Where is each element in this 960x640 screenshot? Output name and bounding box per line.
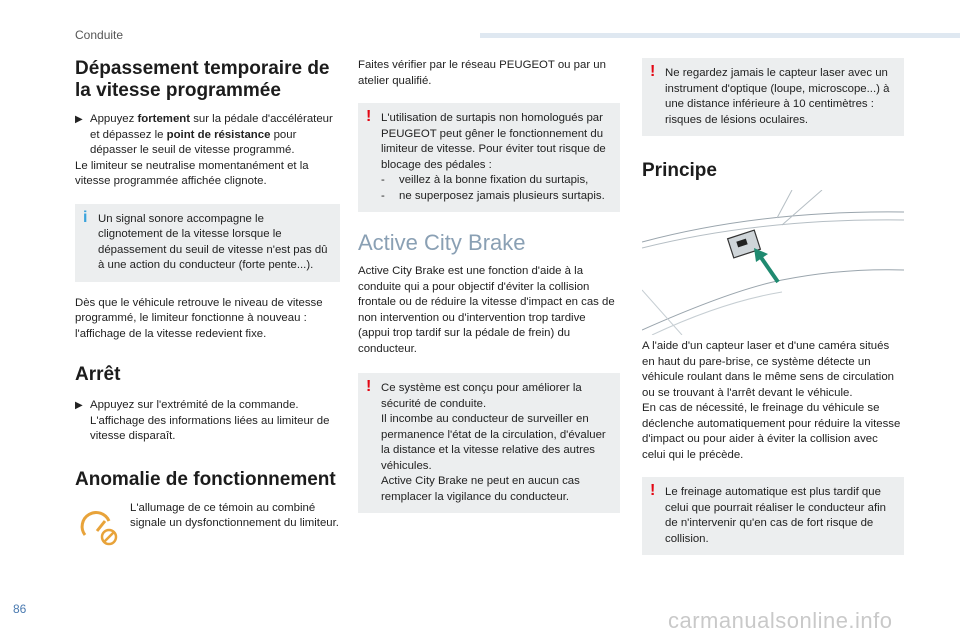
paragraph-active-city-brake: Active City Brake est une fonction d'aide à la conduite qui a pour objectif d'éviter la collision frontale ou de réduire la vitesse d'impact en cas de non intervention ou d'intervention trop tardive (appui trop tardif sur la pédale de frein) du conducteur. [358, 265, 615, 355]
section-header: Conduite [75, 28, 124, 42]
warning-text: Ne regardez jamais le capteur laser avec un instrument d'optique (loupe, microscope...) à une distance inférieure à 10 centimètres : risques de lésions oculaires. [665, 67, 890, 126]
bullet-text: Appuyez [90, 113, 138, 125]
info-text: Un signal sonore accompagne le clignotement de la vitesse lorsque le dépassement du seuil de vitesse n'est pas dû à une action du conducteur (forte pente...). [98, 212, 328, 271]
column-3 [642, 58, 904, 555]
warning-text: Le freinage automatique est plus tardif que celui que pourrait réaliser le conducteur afin de n'intervenir qu'en cas de fort risque de collision. [665, 486, 886, 545]
section-title-principe: Principe [642, 160, 717, 181]
anomalie-row [75, 501, 340, 553]
list-item-text: veillez à la bonne fixation du surtapis, [399, 174, 589, 186]
warning-box-laser [642, 58, 904, 136]
warning-box-surtapis [358, 103, 620, 212]
bullet-depassement [75, 112, 340, 159]
paragraph-principe-2: En cas de nécessité, le freinage du véhicule se déclenche automatiquement pour réduire la vitesse d'impact ou pour aider à éviter la collision avec celui qui le précède. [642, 402, 901, 461]
info-box [75, 204, 340, 282]
warning-text: Ce système est conçu pour améliorer la sécurité de conduite. [381, 382, 582, 410]
header-bar [480, 33, 960, 38]
bullet-arret [75, 398, 340, 445]
bullet-text: pour dépasser le seuil de vitesse programmé. [90, 128, 297, 156]
paragraph-principe-1: A l'aide d'un capteur laser et d'une caméra situés en haut du pare-brise, ce système détecte un véhicule roulant dans le même sens de circulation ou se trouvant à l'arrêt devant le véhicule. [642, 340, 894, 399]
warning-icon: ! [650, 63, 656, 80]
paragraph-retour: Dès que le véhicule retrouve le niveau de vitesse programmé, le limiteur fonctionne à nouveau : l'affichage de la vitesse redevient fixe. [75, 296, 323, 340]
paragraph-neutralise: Le limiteur se neutralise momentanément et la vitesse programmée affichée clignote. [75, 159, 309, 187]
bullet-marker-icon: ▶ [75, 400, 83, 411]
section-title-arret: Arrêt [75, 364, 121, 385]
list-item-text: ne superposez jamais plusieurs surtapis. [399, 189, 605, 202]
bullet-bold: point de résistance [166, 128, 271, 141]
bullet-marker-icon: ▶ [75, 114, 83, 125]
page-number: 86 [13, 602, 27, 616]
warning-box-systeme [358, 373, 620, 513]
section-title-active-city-brake: Active City Brake [358, 230, 526, 255]
warning-icon: ! [366, 108, 372, 125]
speed-limiter-warning-icon [79, 507, 119, 547]
warning-icon: ! [650, 482, 656, 499]
warning-box-freinage [642, 477, 904, 555]
bullet-text: Appuyez sur l'extrémité de la commande. L'affichage des informations liées au limiteur de vitesse disparaît. [90, 399, 330, 442]
warning-icon: ! [366, 378, 372, 395]
windshield-sensor-illustration [642, 190, 904, 335]
column-1 [75, 58, 340, 553]
watermark: carmanualsonline.info [668, 608, 893, 633]
section-title-depassement: Dépassement temporaire de la vitesse programmée [75, 58, 330, 101]
warning-text: Il incombe au conducteur de surveiller en permanence l'état de la circulation, d'évaluer la distance et la vitesse relative des autres véhicules. [381, 413, 606, 472]
paragraph-verifier: Faites vérifier par le réseau PEUGEOT ou par un atelier qualifié. [358, 59, 606, 87]
column-2 [358, 58, 620, 513]
warning-text: L'utilisation de surtapis non homologués par PEUGEOT peut gêner le fonctionnement du limiteur de vitesse. Pour éviter tout risque de blocage des pédales : [381, 112, 606, 171]
warning-list-item: - ne superposez jamais plusieurs surtapis. [381, 189, 605, 202]
anomalie-text: L'allumage de ce témoin au combiné signale un dysfonctionnement du limiteur. [130, 501, 339, 529]
section-title-anomalie: Anomalie de fonctionnement [75, 468, 336, 490]
warning-text: Active City Brake ne peut en aucun cas remplacer la vigilance du conducteur. [381, 475, 580, 503]
info-icon: i [83, 208, 88, 226]
bullet-bold: fortement [137, 113, 191, 125]
warning-list-item: - veillez à la bonne fixation du surtapis, [381, 174, 589, 186]
bullet-text: sur la pédale d'accélérateur et dépassez le [90, 113, 333, 141]
